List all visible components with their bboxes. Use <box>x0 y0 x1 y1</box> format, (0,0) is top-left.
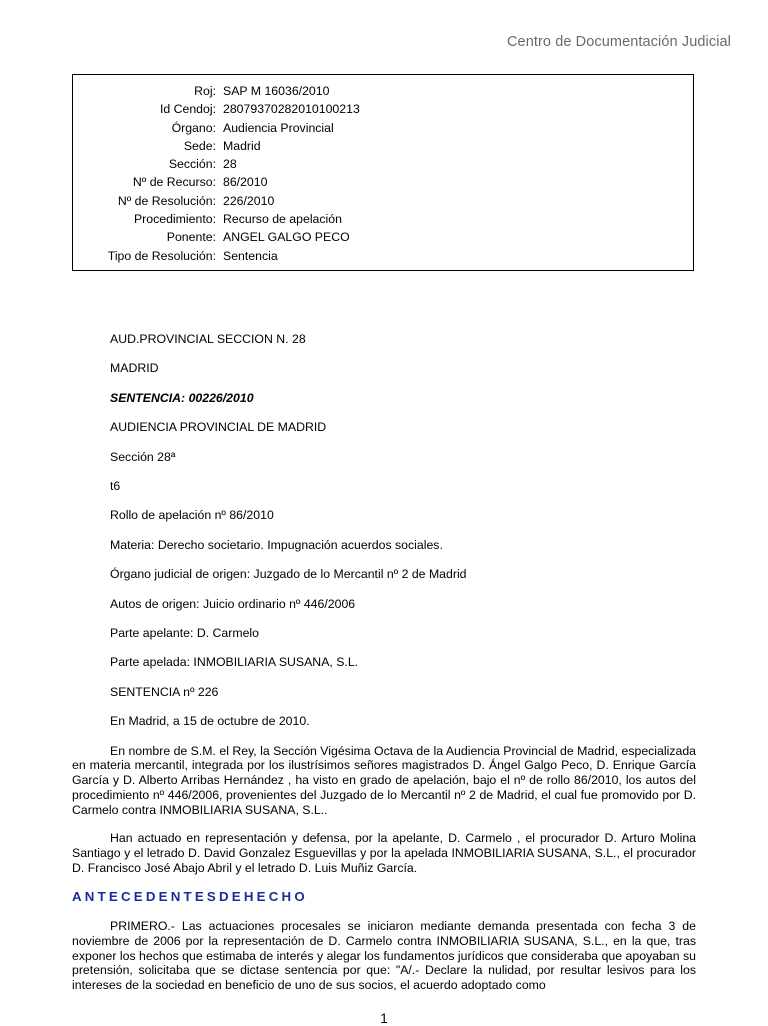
metadata-key: Procedimiento: <box>133 212 216 227</box>
metadata-value: Madrid <box>223 138 261 153</box>
subject-line: Materia: Derecho societario. Impugnación acuerdos sociales. <box>110 537 443 552</box>
metadata-row <box>73 210 360 228</box>
metadata-row <box>73 82 360 100</box>
metadata-value: 28 <box>223 157 237 172</box>
metadata-row <box>73 192 360 210</box>
court-section-line: AUD.PROVINCIAL SECCION N. 28 <box>110 332 306 346</box>
metadata-row <box>73 100 360 118</box>
metadata-key: Sede: <box>183 138 216 153</box>
sentence-number-line: SENTENCIA nº 226 <box>110 684 219 699</box>
metadata-key: Nº de Recurso: <box>132 175 216 190</box>
paragraph-judges: En nombre de S.M. el Rey, la Sección Vigésima Octava de la Audiencia Provincial de Madrid, especializada en materia mercantil, integrada por los ilustrísimos señores magistrados D. Ángel Galgo Peco, D. Enrique García García y D. Alberto Arribas Hernández , ha visto en grado de apelación, bajo el nº de rollo 86/2010, los autos del procedimiento nº 446/2006, provenientes del Juzgado de lo Mercantil nº 2 de Madrid, el cual fue promovido por D. Carmelo contra INMOBILIARIA SUSANA, S.L.. <box>72 743 697 817</box>
metadata-table <box>73 82 360 265</box>
metadata-value: ANGEL GALGO PECO <box>223 230 350 245</box>
appellee-line: Parte apelada: INMOBILIARIA SUSANA, S.L. <box>110 655 359 670</box>
section-heading-antecedentes: ANTECEDENTESDEHECHO <box>72 889 308 905</box>
section-line: Sección 28ª <box>110 449 176 464</box>
metadata-key: Id Cendoj: <box>159 102 216 117</box>
metadata-row <box>73 137 360 155</box>
metadata-row <box>73 228 360 246</box>
document-source-title: Centro de Documentación Judicial <box>506 34 731 50</box>
metadata-key: Roj: <box>194 84 216 98</box>
origin-case-line: Autos de origen: Juicio ordinario nº 446/2006 <box>110 596 356 611</box>
metadata-row <box>73 247 360 265</box>
metadata-value: 86/2010 <box>223 175 268 190</box>
court-name-line: AUDIENCIA PROVINCIAL DE MADRID <box>110 420 327 435</box>
page-number: 1 <box>380 1011 388 1026</box>
metadata-key: Tipo de Resolución: <box>107 248 216 263</box>
origin-court-line: Órgano judicial de origen: Juzgado de lo Mercantil nº 2 de Madrid <box>110 567 467 582</box>
metadata-value: SAP M 16036/2010 <box>223 84 330 98</box>
city-line: MADRID <box>110 361 159 376</box>
code-line: t6 <box>110 479 121 494</box>
paragraph-primero: PRIMERO.- Las actuaciones procesales se iniciaron mediante demanda presentada con fecha 3 de noviembre de 2006 por la representación de D. Carmelo contra INMOBILIARIA SUSANA, S.L., en la que, tras exponer los hechos que estimaba de interés y alegar los fundamentos jurídicos que consideraba que apoyaban su pretensión, solicitaba que se dictase sentencia por que: "A/.- Declare la nulidad, por resultar lesivos para los intereses de la sociedad en beneficio de uno de sus socios, el acuerdo adoptado como <box>72 919 696 993</box>
metadata-value: 226/2010 <box>223 193 275 208</box>
metadata-row <box>73 173 360 191</box>
metadata-value: Audiencia Provincial <box>223 120 334 135</box>
appeal-roll-line: Rollo de apelación nº 86/2010 <box>110 508 274 523</box>
metadata-value: Sentencia <box>223 248 278 263</box>
metadata-key: Ponente: <box>166 230 216 245</box>
metadata-key: Nº de Resolución: <box>117 193 216 208</box>
metadata-value: 28079370282010100213 <box>223 102 360 117</box>
appellant-line: Parte apelante: D. Carmelo <box>110 626 260 641</box>
date-line: En Madrid, a 15 de octubre de 2010. <box>110 714 310 729</box>
metadata-key: Órgano: <box>171 120 216 135</box>
document-body <box>72 332 696 1007</box>
sentence-code-line: SENTENCIA: 00226/2010 <box>110 390 254 405</box>
metadata-row <box>73 119 360 137</box>
paragraph-representation: Han actuado en representación y defensa, por la apelante, D. Carmelo , el procurador D. Arturo Molina Santiago y el letrado D. David Gonzalez Esguevillas y por la apelada INMOBILIARIA SUSANA, S.L., el procurador D. Francisco José Abajo Abril y el letrado D. Luis Muñiz García. <box>72 831 696 875</box>
metadata-key: Sección: <box>168 157 216 172</box>
metadata-value: Recurso de apelación <box>223 212 342 227</box>
metadata-box <box>72 74 694 271</box>
metadata-row <box>73 155 360 173</box>
